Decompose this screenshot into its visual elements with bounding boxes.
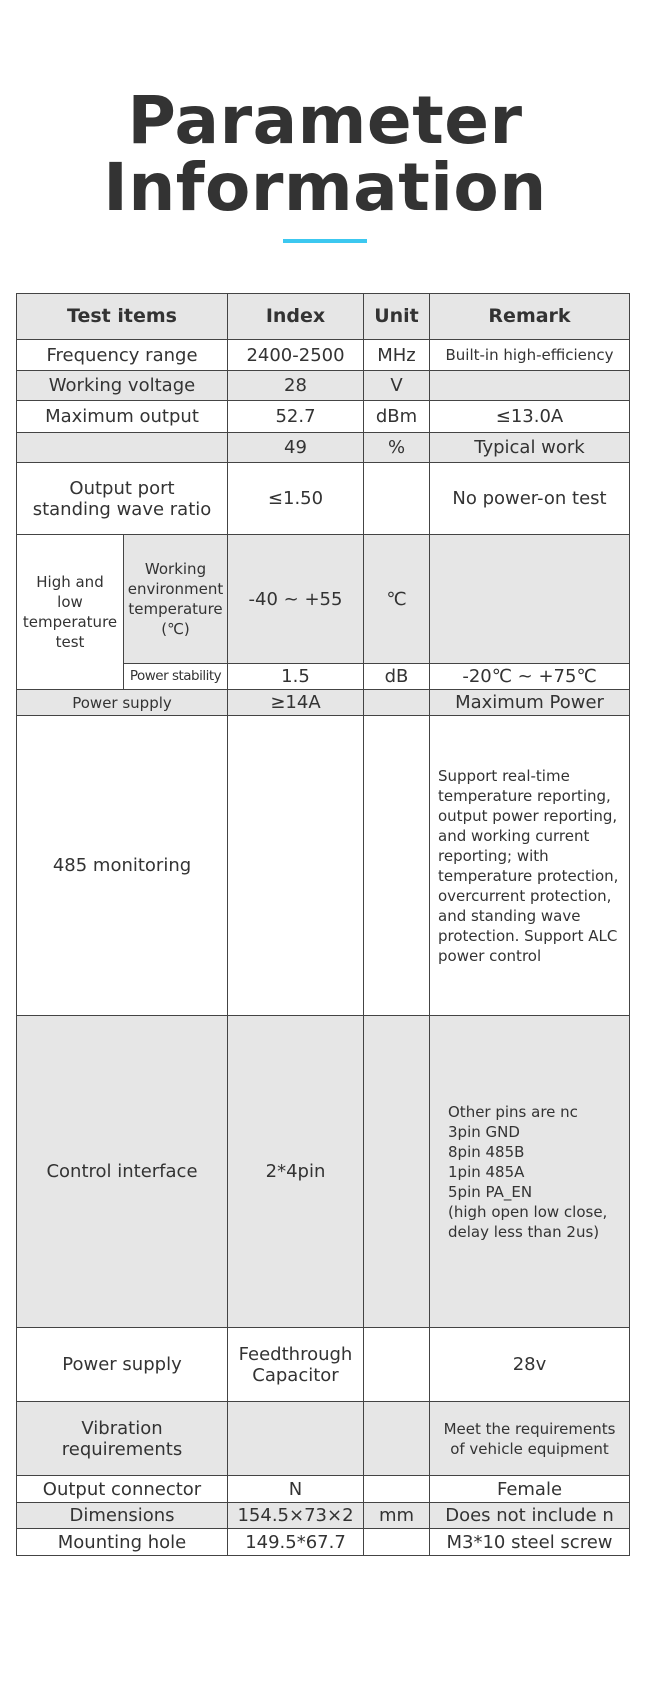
cell-remark: Typical work [429, 432, 630, 463]
cell-index: 49 [227, 432, 364, 463]
cell-index [227, 715, 364, 1016]
cell-index: 28 [227, 370, 364, 401]
cell-item: Vibration requirements [16, 1401, 228, 1476]
cell-unit [363, 689, 430, 716]
page-title-line1: Parameter [127, 82, 523, 159]
cell-item: Working environment temperature (℃) [123, 534, 228, 664]
cell-item: Maximum output [16, 400, 228, 433]
cell-remark: Maximum Power [429, 689, 630, 716]
cell-unit: dBm [363, 400, 430, 433]
cell-unit: V [363, 370, 430, 401]
cell-index: N [227, 1475, 364, 1503]
header-remark: Remark [429, 293, 630, 340]
cell-index: 2400-2500 [227, 339, 364, 371]
cell-item: Dimensions [16, 1502, 228, 1529]
cell-remark: Support real-time temperature reporting, output power reporting, and working current reporting; with temperature protection, overcurrent protection, and standing wave protection. Support ALC power control [429, 715, 630, 1016]
cell-unit [363, 1015, 430, 1328]
cell-item: Output connector [16, 1475, 228, 1503]
cell-remark: Does not include n [429, 1502, 630, 1529]
cell-item: Frequency range [16, 339, 228, 371]
cell-remark: No power-on test [429, 462, 630, 535]
cell-unit [363, 1401, 430, 1476]
cell-index [227, 1401, 364, 1476]
cell-index: ≤1.50 [227, 462, 364, 535]
cell-item [16, 432, 228, 463]
cell-item: Power stability [123, 663, 228, 690]
cell-index: 149.5*67.7 [227, 1528, 364, 1556]
cell-item: Control interface [16, 1015, 228, 1328]
cell-unit [363, 1528, 430, 1556]
cell-index: ≥14A [227, 689, 364, 716]
cell-item: Output port standing wave ratio [16, 462, 228, 535]
cell-remark: Meet the requirements of vehicle equipment [429, 1401, 630, 1476]
cell-group: High and low temperature test [16, 534, 124, 690]
cell-remark [429, 370, 630, 401]
cell-remark: Female [429, 1475, 630, 1503]
cell-unit [363, 715, 430, 1016]
page-title-line2: Information [103, 149, 547, 226]
cell-index: 52.7 [227, 400, 364, 433]
cell-item: Power supply [16, 1327, 228, 1402]
cell-index: -40 ~ +55 [227, 534, 364, 664]
cell-unit [363, 462, 430, 535]
title-accent-divider [283, 239, 367, 243]
cell-remark: ≤13.0A [429, 400, 630, 433]
cell-unit: mm [363, 1502, 430, 1529]
cell-item: Working voltage [16, 370, 228, 401]
cell-unit: % [363, 432, 430, 463]
cell-unit [363, 1327, 430, 1402]
cell-remark [429, 534, 630, 664]
header-test-items: Test items [16, 293, 228, 340]
cell-unit: MHz [363, 339, 430, 371]
cell-index: Feedthrough Capacitor [227, 1327, 364, 1402]
cell-remark: Built-in high-efficiency [429, 339, 630, 371]
header-unit: Unit [363, 293, 430, 340]
cell-unit [363, 1475, 430, 1503]
cell-item: Mounting hole [16, 1528, 228, 1556]
cell-index: 1.5 [227, 663, 364, 690]
cell-index: 154.5×73×2 [227, 1502, 364, 1529]
cell-remark: 28v [429, 1327, 630, 1402]
cell-index: 2*4pin [227, 1015, 364, 1328]
cell-unit: ℃ [363, 534, 430, 664]
cell-item: 485 monitoring [16, 715, 228, 1016]
cell-remark: M3*10 steel screw [429, 1528, 630, 1556]
cell-remark: Other pins are nc 3pin GND 8pin 485B 1pin 485A 5pin PA_EN (high open low close, delay less than 2us) [429, 1015, 630, 1328]
header-index: Index [227, 293, 364, 340]
cell-item: Power supply [16, 689, 228, 716]
cell-unit: dB [363, 663, 430, 690]
cell-remark: -20℃ ~ +75℃ [429, 663, 630, 690]
